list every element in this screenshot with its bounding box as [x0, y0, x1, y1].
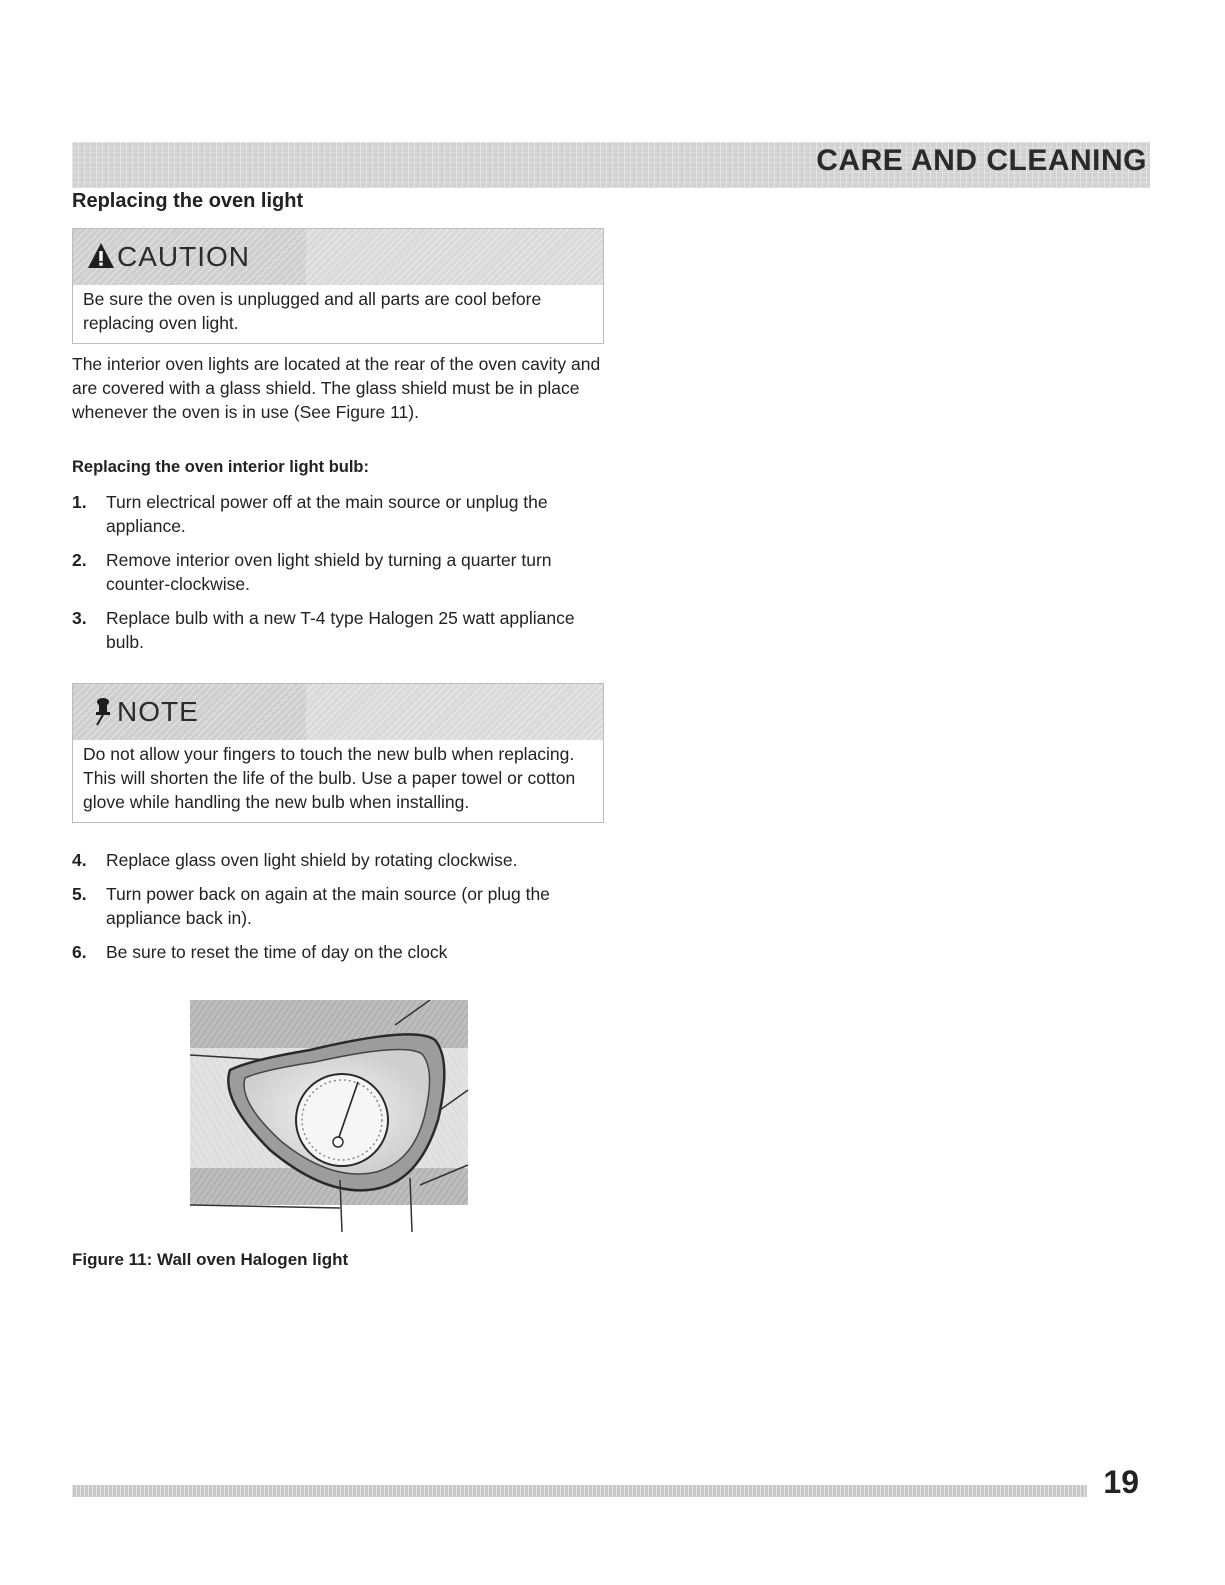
pushpin-icon [87, 696, 115, 726]
step-text: Turn power back on again at the main source (or plug the appliance back in). [106, 884, 550, 928]
list-item [72, 606, 602, 654]
note-box [72, 683, 604, 823]
figure-caption: Figure 11: Wall oven Halogen light [72, 1250, 349, 1269]
caution-box [72, 228, 604, 344]
note-header [73, 684, 603, 740]
list-item [72, 490, 602, 538]
step-number: 5. [72, 884, 87, 904]
caution-label: CAUTION [117, 241, 250, 272]
step-number: 6. [72, 942, 87, 962]
step-text: Replace glass oven light shield by rotating clockwise. [106, 850, 518, 870]
step-text: Be sure to reset the time of day on the clock [106, 942, 448, 962]
step-text: Turn electrical power off at the main source or unplug the appliance. [106, 492, 548, 536]
step-number: 2. [72, 550, 87, 570]
step-number: 3. [72, 608, 87, 628]
steps-list-part1 [72, 490, 602, 664]
halogen-light-illustration [190, 1000, 470, 1240]
list-item [72, 940, 602, 964]
caution-header [73, 229, 603, 285]
footer-rule [72, 1485, 1087, 1497]
step-text: Replace bulb with a new T-4 type Halogen 25 watt appliance bulb. [106, 608, 575, 652]
page-heading: Replacing the oven light [72, 190, 304, 212]
list-item [72, 848, 602, 872]
step-number: 1. [72, 492, 87, 512]
section-title: CARE AND CLEANING [816, 144, 1147, 177]
list-item [72, 882, 602, 930]
list-item [72, 548, 602, 596]
intro-paragraph: The interior oven lights are located at the rear of the oven cavity and are covered with a glass shield. The glass shield must be in place whenever the oven is in use (See Figure 11). [72, 354, 601, 422]
steps-list-part2 [72, 848, 602, 974]
warning-triangle-icon [87, 241, 115, 271]
oven-light-figure [190, 1000, 470, 1240]
step-number: 4. [72, 850, 87, 870]
procedure-heading: Replacing the oven interior light bulb: [72, 458, 370, 476]
page-number: 19 [1103, 1464, 1139, 1500]
step-text: Remove interior oven light shield by turning a quarter turn counter-clockwise. [106, 550, 552, 594]
note-text: Do not allow your fingers to touch the new bulb when replacing. This will shorten the life of the bulb. Use a paper towel or cotton glove while handling the new bulb when installing. [83, 744, 576, 812]
caution-text: Be sure the oven is unplugged and all parts are cool before replacing oven light. [83, 289, 542, 333]
note-label: NOTE [117, 696, 199, 727]
